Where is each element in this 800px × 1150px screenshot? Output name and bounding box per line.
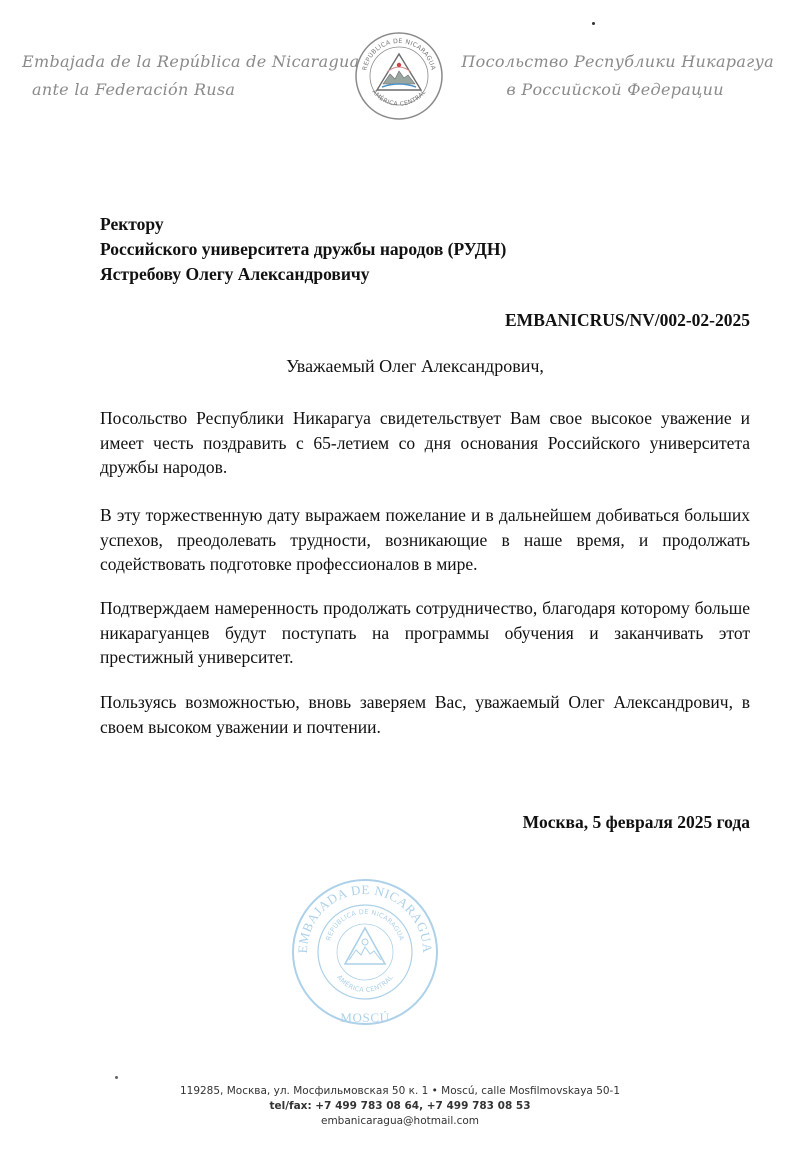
body-paragraph-1: Посольство Республики Никарагуа свидетельствует Вам свое высокое уважение и имеет честь поздравить с 65-летием со дня основания Российского университета дружбы народов. [100,408,750,477]
addressee-title: Ректору [100,214,164,234]
addressee-organization: Российского университета дружбы народов (РУДН) [100,239,507,259]
svg-text:REPÚBLICA DE NICARAGUA: REPÚBLICA DE NICARAGUA [361,37,437,72]
addressee-name: Ястребову Олегу Александровичу [100,264,370,284]
scan-speck [592,22,595,25]
svg-text:EMBAJADA DE NICARAGUA [295,882,435,954]
letterhead-spanish-line1: Embajada de la República de Nicaragua [22,52,360,71]
letterhead [0,28,800,128]
letterhead-spanish [22,48,359,104]
scan-speck-footer [115,1076,118,1079]
letterhead-spanish-line2: ante la Federación Rusa [32,80,236,99]
footer-address: 119285, Москва, ул. Мосфильмовская 50 к. 1 • Moscú, calle Mosfilmovskaya 50-1 [179,1085,621,1097]
stamp-outer-bottom-text: MOSCÚ [340,1010,390,1025]
embassy-stamp [285,862,445,1037]
nicaragua-coat-of-arms-seal [354,28,444,124]
letterhead-russian-line2: в Российской Федерации [506,80,724,99]
body-paragraph-4: Пользуясь возможностью, вновь заверяем Вас, уважаемый Олег Александрович, в своем высоком уважении и почтении. [100,692,750,737]
body-paragraph-3: Подтверждаем намеренность продолжать сотрудничество, благодаря которому больше никарагуанцев будут поступать на программы обучения и заканчивать этот престижный университет. [100,598,750,667]
stamp-inner-bottom-text: AMÉRICA CENTRAL [335,973,395,995]
footer-phone: tel/fax: +7 499 783 08 64, +7 499 783 08 53 [269,1100,531,1112]
stamp-inner-top-text: REPÚBLICA DE NICARAGUA [324,907,406,942]
svg-text:REPÚBLICA DE NICARAGUA [324,908,405,942]
addressee-block [100,212,506,287]
letterhead-russian [461,48,774,104]
letterhead-russian-line1: Посольство Республики Никарагуа [461,52,774,71]
svg-text:AMÉRICA CENTRAL: AMÉRICA CENTRAL [370,88,428,108]
footer-email: embanicaragua@hotmail.com [320,1115,480,1127]
body-paragraph-2: В эту торжественную дату выражаем пожелание и в дальнейшем добиваться больших успехов, преодолевать трудности, возникающие в наше время, и продолжать содействовать подготовке профессионалов в мире. [100,505,750,574]
salutation: Уважаемый Олег Александрович, [286,356,544,376]
reference-number: EMBANICRUS/NV/002-02-2025 [505,310,750,330]
footer-contact [0,1084,800,1129]
svg-text:AMÉRICA CENTRAL [335,973,395,994]
date-line: Москва, 5 февраля 2025 года [522,812,750,832]
stamp-outer-top-text: EMBAJADA DE NICARAGUA [294,881,436,954]
